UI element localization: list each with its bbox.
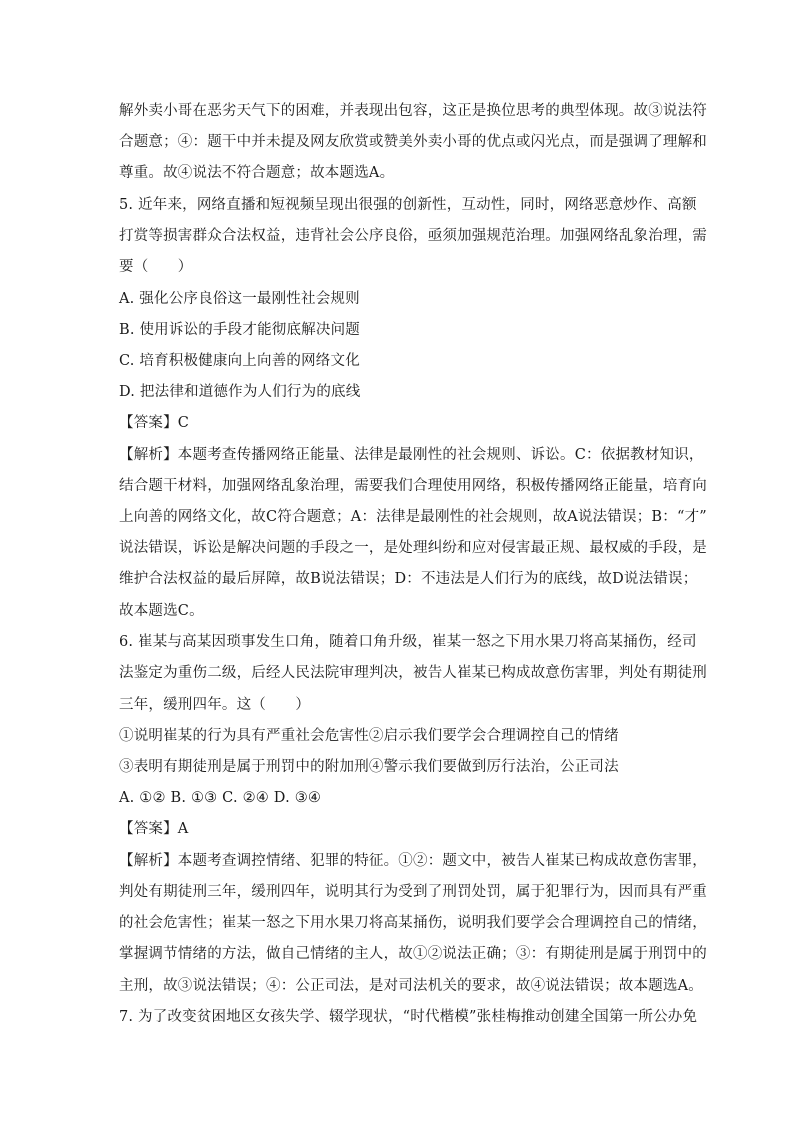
analysis-text: 故本题选C。 bbox=[119, 603, 204, 619]
analysis-text: 的社会危害性；崔某一怒之下用水果刀将高某捅伤，说明我们要学会合理调控自己的情绪， bbox=[119, 915, 707, 931]
answer-label: 【答案】C bbox=[119, 415, 190, 431]
question-7-stem: 7. 为了改变贫困地区女孩失学、辍学现状，“时代楷模”张桂梅推动创建全国第一所公办免 bbox=[119, 1009, 698, 1025]
answer-label: 【答案】A bbox=[119, 821, 189, 837]
statement-line: ①说明崔某的行为具有严重社会危害性②启示我们要学会合理调控自己的情绪 bbox=[119, 728, 619, 744]
question-5-stem: 打赏等损害群众合法权益，违背社会公序良俗，亟须加强规范治理。加强网络乱象治理，需 bbox=[119, 228, 707, 244]
analysis-text: 掌握调节情绪的方法，做自己情绪的主人，故①②说法正确；③：有期徒刑是属于刑罚中的 bbox=[119, 946, 707, 962]
options-line: A. ①② B. ①③ C. ②④ D. ③④ bbox=[119, 790, 322, 806]
question-6-stem: 法鉴定为重伤二级，后经人民法院审理判决，被告人崔某已构成故意伤害罪，判处有期徒刑 bbox=[119, 665, 707, 681]
option-b: B. 使用诉讼的手段才能彻底解决问题 bbox=[119, 322, 360, 338]
question-5-stem: 5. 近年来，网络直播和短视频呈现出很强的创新性，互动性，同时，网络恶意炒作、高额 bbox=[119, 197, 697, 213]
analysis-text: 主刑，故③说法错误；④：公正司法，是对司法机关的要求，故④说法错误；故本题选A。 bbox=[119, 978, 703, 994]
analysis-text: 【解析】本题考查传播网络正能量、法律是最刚性的社会规则、诉讼。C：依据教材知识， bbox=[119, 447, 704, 463]
analysis-text: 结合题干材料，加强网络乱象治理，需要我们合理使用网络，积极传播网络正能量，培育向 bbox=[119, 478, 707, 494]
text-line: 合题意；④：题干中并未提及网友欣赏或赞美外卖小哥的优点或闪光点，而是强调了理解和 bbox=[119, 134, 707, 150]
option-a: A. 强化公序良俗这一最刚性社会规则 bbox=[119, 291, 360, 307]
analysis-text: 判处有期徒刑三年，缓刑四年，说明其行为受到了刑罚处罚，属于犯罪行为，因而具有严重 bbox=[119, 884, 707, 900]
statement-line: ③表明有期徒刑是属于刑罚中的附加刑④警示我们要做到厉行法治，公正司法 bbox=[119, 759, 619, 775]
analysis-text: 【解析】本题考查调控情绪、犯罪的特征。①②：题文中，被告人崔某已构成故意伤害罪， bbox=[119, 853, 707, 869]
analysis-text: 维护合法权益的最后屏障，故B说法错误；D：不违法是人们行为的底线，故D说法错误； bbox=[119, 571, 698, 587]
text-line: 尊重。故④说法不符合题意；故本题选A。 bbox=[119, 165, 395, 181]
option-c: C. 培育积极健康向上向善的网络文化 bbox=[119, 353, 360, 369]
question-5-stem: 要（ ） bbox=[119, 259, 193, 275]
analysis-text: 上向善的网络文化，故C符合题意；A：法律是最刚性的社会规则，故A说法错误；B：“才” bbox=[119, 509, 707, 525]
analysis-text: 说法错误，诉讼是解决问题的手段之一，是处理纠纷和应对侵害最正规、最权威的手段，是 bbox=[119, 540, 707, 556]
question-6-stem: 三年，缓刑四年。这（ ） bbox=[119, 697, 311, 713]
option-d: D. 把法律和道德作为人们行为的底线 bbox=[119, 384, 361, 400]
text-line: 解外卖小哥在恶劣天气下的困难，并表现出包容，这正是换位思考的典型体现。故③说法符 bbox=[119, 103, 707, 119]
question-6-stem: 6. 崔某与高某因琐事发生口角，随着口角升级，崔某一怒之下用水果刀将高某捅伤，经司 bbox=[119, 634, 697, 650]
